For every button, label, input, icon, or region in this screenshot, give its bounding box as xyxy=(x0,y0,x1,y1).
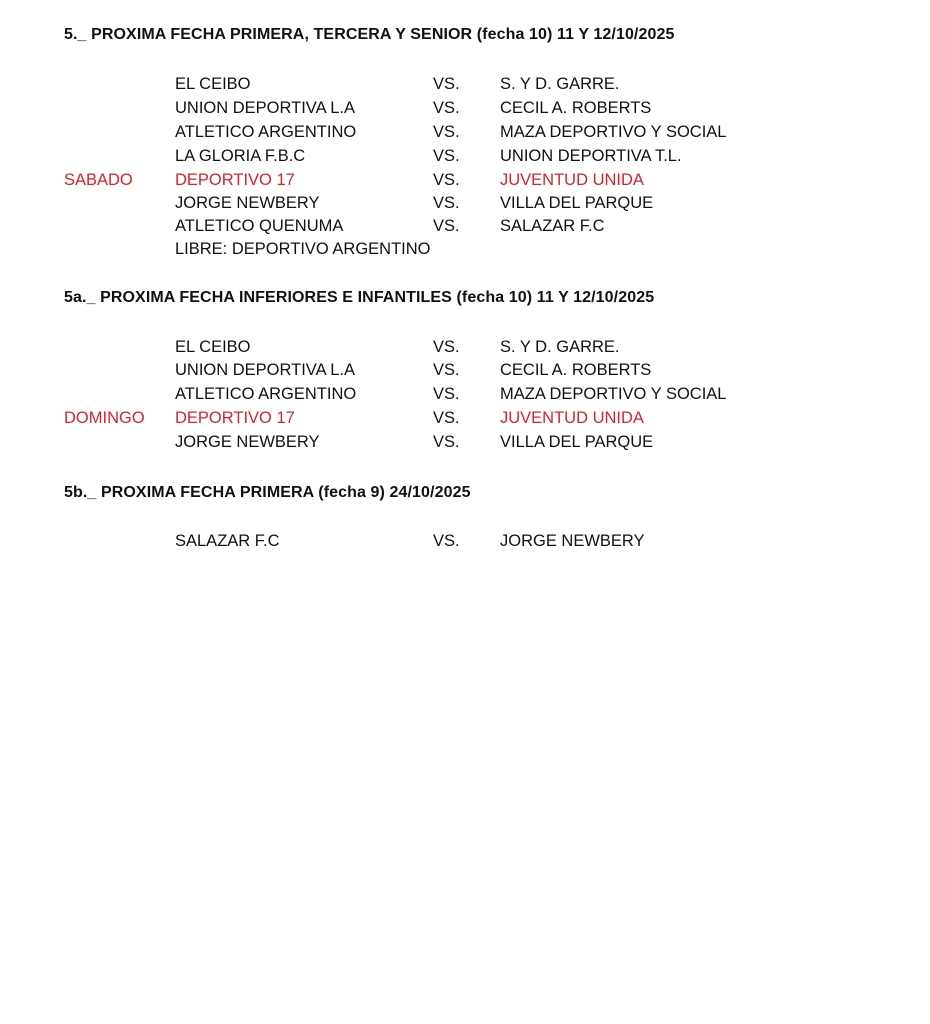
home-team: DEPORTIVO 17 xyxy=(175,171,295,189)
match-row-highlighted xyxy=(0,171,930,195)
vs-label: VS. xyxy=(433,217,460,235)
match-row xyxy=(0,361,930,385)
match-row xyxy=(0,147,930,171)
vs-label: VS. xyxy=(433,194,460,212)
away-team: VILLA DEL PARQUE xyxy=(500,194,654,212)
home-team: ATLETICO ARGENTINO xyxy=(175,123,357,141)
match-row xyxy=(0,217,930,241)
home-team: ATLETICO ARGENTINO xyxy=(175,385,357,403)
vs-label: VS. xyxy=(433,409,460,427)
away-team: CECIL A. ROBERTS xyxy=(500,99,652,117)
match-row-highlighted xyxy=(0,409,930,433)
vs-label: VS. xyxy=(433,532,460,550)
home-team: DEPORTIVO 17 xyxy=(175,409,295,427)
away-team: CECIL A. ROBERTS xyxy=(500,361,652,379)
away-team: SALAZAR F.C xyxy=(500,217,605,235)
vs-label: VS. xyxy=(433,147,460,165)
home-team: JORGE NEWBERY xyxy=(175,433,320,451)
vs-label: VS. xyxy=(433,338,460,356)
home-team: EL CEIBO xyxy=(175,338,251,356)
match-row xyxy=(0,99,930,123)
away-team: S. Y D. GARRE. xyxy=(500,75,620,93)
match-row xyxy=(0,338,930,362)
match-row xyxy=(0,385,930,409)
match-row xyxy=(0,433,930,457)
home-team: SALAZAR F.C xyxy=(175,532,280,550)
vs-label: VS. xyxy=(433,361,460,379)
bye-team-note: LIBRE: DEPORTIVO ARGENTINO xyxy=(175,240,431,258)
vs-label: VS. xyxy=(433,99,460,117)
section-5a-title: 5a._ PROXIMA FECHA INFERIORES E INFANTILES (fecha 10) 11 Y 12/10/2025 xyxy=(64,289,655,306)
vs-label: VS. xyxy=(433,385,460,403)
away-team: VILLA DEL PARQUE xyxy=(500,433,654,451)
away-team: JUVENTUD UNIDA xyxy=(500,409,644,427)
vs-label: VS. xyxy=(433,123,460,141)
vs-label: VS. xyxy=(433,75,460,93)
away-team: S. Y D. GARRE. xyxy=(500,338,620,356)
match-row xyxy=(0,123,930,147)
section-5-title: 5._ PROXIMA FECHA PRIMERA, TERCERA Y SENIOR (fecha 10) 11 Y 12/10/2025 xyxy=(64,26,675,43)
home-team: ATLETICO QUENUMA xyxy=(175,217,344,235)
section-5b-title: 5b._ PROXIMA FECHA PRIMERA (fecha 9) 24/10/2025 xyxy=(64,484,471,501)
match-day-label: DOMINGO xyxy=(64,409,145,427)
match-row xyxy=(0,75,930,99)
home-team: UNION DEPORTIVA L.A xyxy=(175,361,356,379)
home-team: JORGE NEWBERY xyxy=(175,194,320,212)
match-row xyxy=(0,194,930,218)
match-row xyxy=(0,532,930,556)
vs-label: VS. xyxy=(433,171,460,189)
home-team: UNION DEPORTIVA L.A xyxy=(175,99,356,117)
home-team: EL CEIBO xyxy=(175,75,251,93)
away-team: JUVENTUD UNIDA xyxy=(500,171,644,189)
vs-label: VS. xyxy=(433,433,460,451)
away-team: MAZA DEPORTIVO Y SOCIAL xyxy=(500,123,727,141)
match-day-label: SABADO xyxy=(64,171,133,189)
home-team: LA GLORIA F.B.C xyxy=(175,147,306,165)
away-team: JORGE NEWBERY xyxy=(500,532,645,550)
away-team: UNION DEPORTIVA T.L. xyxy=(500,147,682,165)
away-team: MAZA DEPORTIVO Y SOCIAL xyxy=(500,385,727,403)
